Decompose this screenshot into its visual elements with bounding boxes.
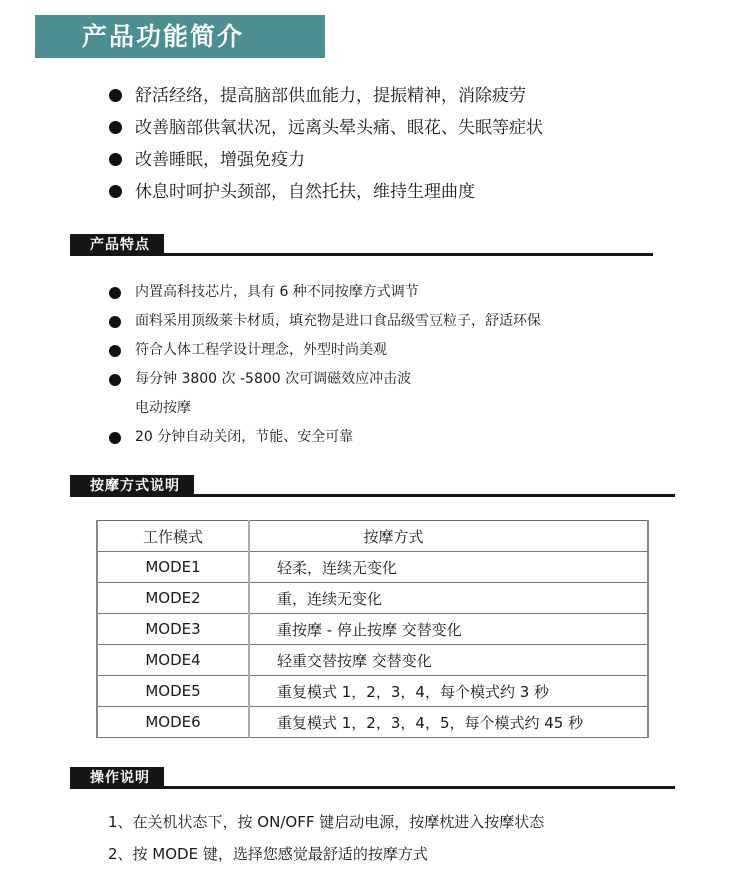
bullet-icon xyxy=(109,153,122,166)
list-item: 面料采用顶级莱卡材质，填充物是进口食品级雪豆粒子，舒适环保 xyxy=(108,307,541,336)
bullet-icon xyxy=(109,374,121,386)
table-row xyxy=(97,614,648,645)
features-bullet-list xyxy=(108,278,541,452)
bullet-icon xyxy=(109,89,122,102)
divider xyxy=(70,786,675,789)
mode-cell: MODE5 xyxy=(97,676,249,707)
section-title: 产品特点 xyxy=(70,234,164,256)
table-row xyxy=(97,552,648,583)
list-item: 1、在关机状态下，按 ON/OFF 键启动电源，按摩枕进入按摩状态 xyxy=(108,813,545,831)
mode-cell: MODE1 xyxy=(97,552,249,583)
list-item: 符合人体工程学设计理念，外型时尚美观 xyxy=(108,336,541,365)
table-row xyxy=(97,645,648,676)
table-row xyxy=(97,583,648,614)
list-item: 改善睡眠，增强免疫力 xyxy=(108,144,543,176)
list-item: 舒活经络，提高脑部供血能力，提振精神，消除疲劳 xyxy=(108,80,543,112)
column-header: 按摩方式 xyxy=(249,521,648,552)
page-title: 产品功能简介 xyxy=(82,22,245,51)
massage-mode-table xyxy=(96,520,649,738)
list-item: 每分钟 3800 次 -5800 次可调磁效应冲击波 电动按摩 xyxy=(108,365,541,423)
section-title: 操作说明 xyxy=(70,767,164,789)
bullet-icon xyxy=(109,316,121,328)
list-item: 改善脑部供氧状况，远离头晕头痛、眼花、失眠等症状 xyxy=(108,112,543,144)
column-header: 工作模式 xyxy=(97,521,249,552)
mode-cell: MODE3 xyxy=(97,614,249,645)
divider xyxy=(70,253,653,256)
description-cell: 轻重交替按摩 交替变化 xyxy=(249,645,648,676)
list-item: 20 分钟自动关闭，节能、安全可靠 xyxy=(108,423,541,452)
intro-bullet-list xyxy=(108,80,543,208)
description-cell: 重，连续无变化 xyxy=(249,583,648,614)
mode-cell: MODE4 xyxy=(97,645,249,676)
list-item-continuation: 电动按摩 xyxy=(135,400,191,416)
divider xyxy=(70,494,675,497)
operation-steps xyxy=(108,810,544,874)
modes-section-header xyxy=(70,475,675,497)
table-header-row xyxy=(97,521,648,552)
bullet-icon xyxy=(109,185,122,198)
bullet-icon xyxy=(109,287,121,299)
table-row xyxy=(97,676,648,707)
operation-section-header xyxy=(70,767,675,789)
description-cell: 重复模式 1，2，3，4，每个模式约 3 秒 xyxy=(249,676,648,707)
description-cell: 重复模式 1，2，3，4，5，每个模式约 45 秒 xyxy=(249,707,648,738)
bullet-icon xyxy=(109,345,121,357)
list-item: 内置高科技芯片，具有 6 种不同按摩方式调节 xyxy=(108,278,541,307)
bullet-icon xyxy=(109,121,122,134)
section-title: 按摩方式说明 xyxy=(70,475,194,497)
table-row xyxy=(97,707,648,738)
description-cell: 重按摩 - 停止按摩 交替变化 xyxy=(249,614,648,645)
list-item: 2、按 MODE 键，选择您感觉最舒适的按摩方式 xyxy=(108,845,428,863)
list-item: 休息时呵护头颈部，自然托扶，维持生理曲度 xyxy=(108,176,543,208)
features-section-header xyxy=(70,234,653,256)
mode-cell: MODE2 xyxy=(97,583,249,614)
description-cell: 轻柔，连续无变化 xyxy=(249,552,648,583)
bullet-icon xyxy=(109,432,121,444)
mode-cell: MODE6 xyxy=(97,707,249,738)
